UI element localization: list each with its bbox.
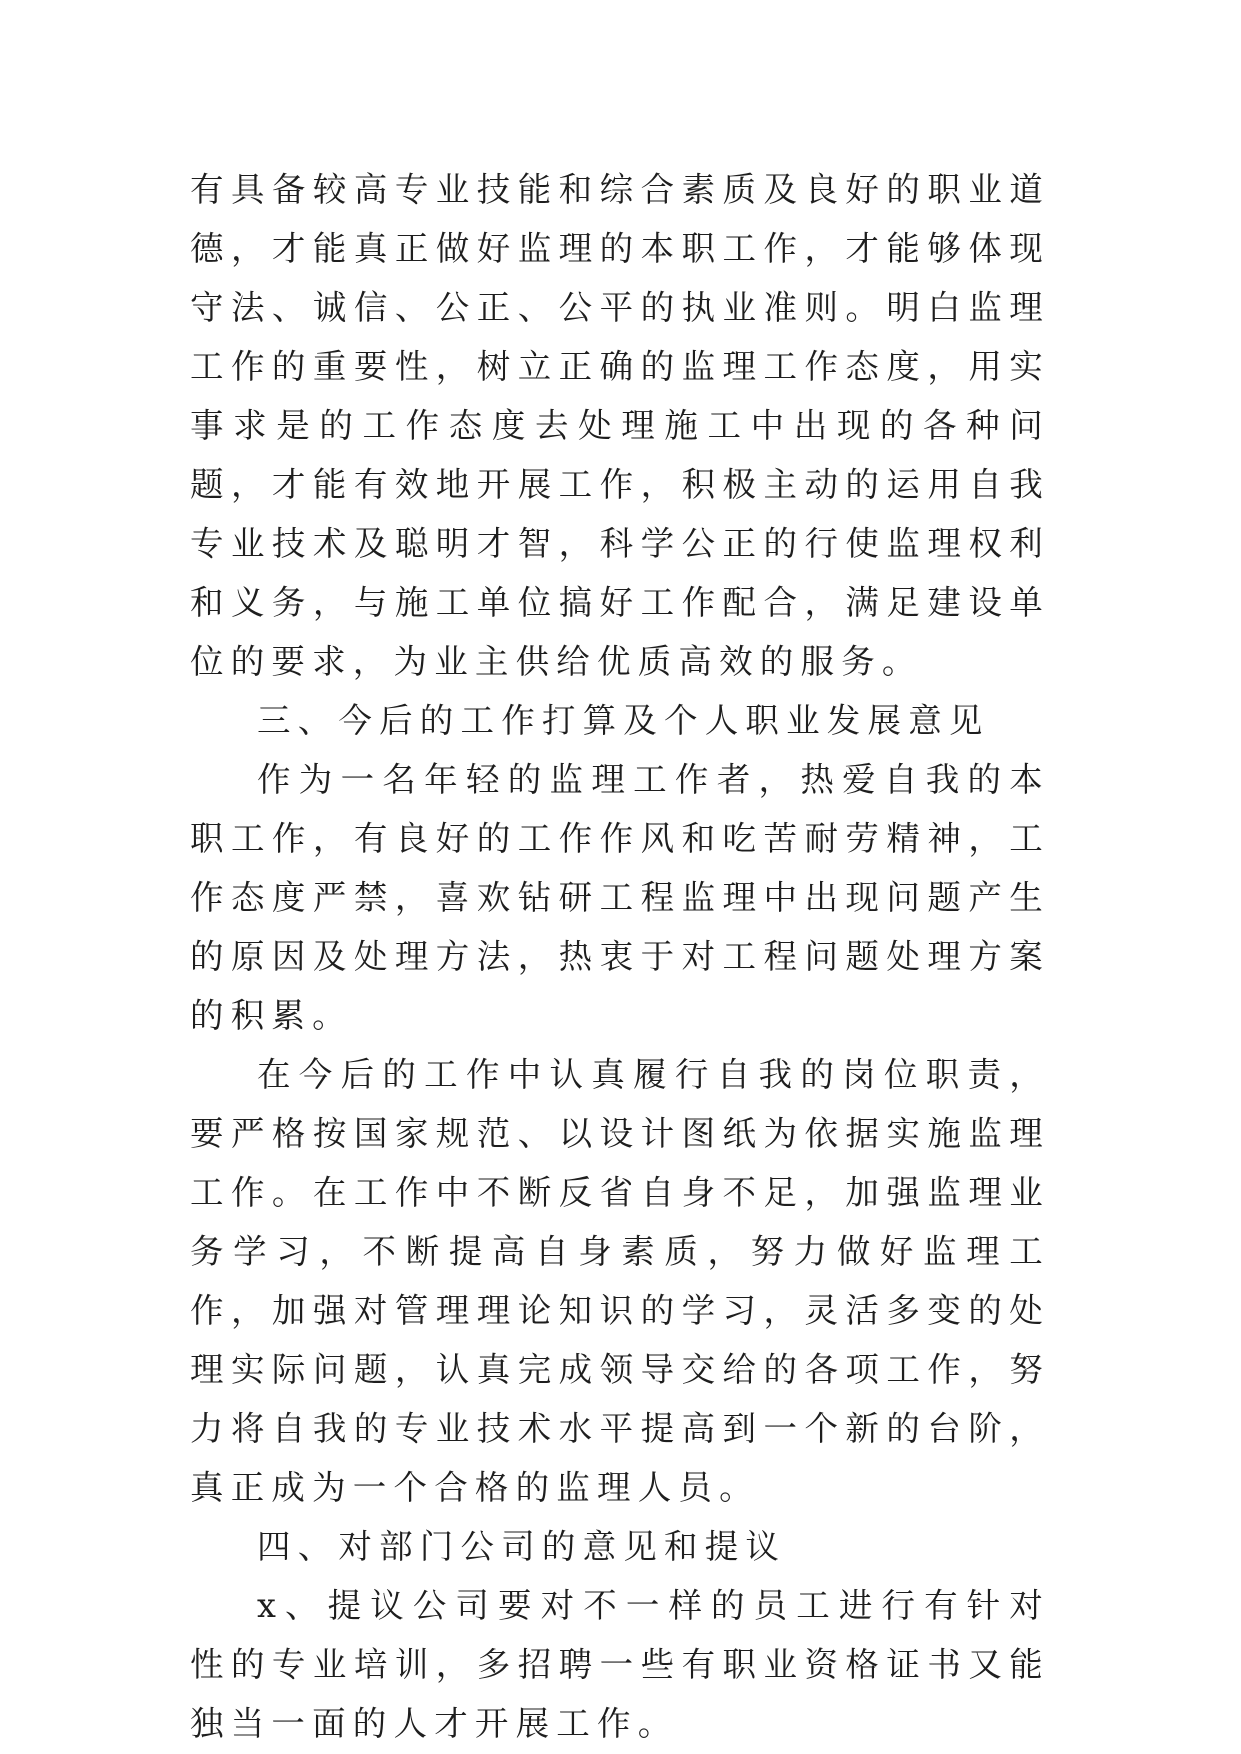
document-body xyxy=(190,160,1050,1753)
paragraph-future-plans: 在今后的工作中认真履行自我的岗位职责，要严格按国家规范、以设计图纸为依据实施监理工作。在工作中不断反省自身不足，加强监理业务学习，不断提高自身素质，努力做好监理工作，加强对管理理论知识的学习，灵活多变的处理实际问题，认真完成领导交给的各项工作，努力将自我的专业技术水平提高到一个新的台阶，真正成为一个合格的监理人员。 xyxy=(190,1055,1050,1507)
section-heading-three: 三、今后的工作打算及个人职业发展意见 xyxy=(257,701,990,740)
paragraph-continuation: 有具备较高专业技能和综合素质及良好的职业道德，才能真正做好监理的本职工作，才能够体现守法、诚信、公正、公平的执业准则。明白监理工作的重要性，树立正确的监理工作态度，用实事求是的工作态度去处理施工中出现的各种问题，才能有效地开展工作，积极主动的运用自我专业技术及聪明才智，科学公正的行使监理权利和义务，与施工单位搞好工作配合，满足建设单位的要求，为业主供给优质高效的服务。 xyxy=(190,170,1050,681)
paragraph-work-attitude: 作为一名年轻的监理工作者，热爱自我的本职工作，有良好的工作作风和吃苦耐劳精神，工作态度严禁，喜欢钻研工程监理中出现问题产生的原因及处理方法，热衷于对工程问题处理方案的积累。 xyxy=(190,760,1050,1035)
section-heading-four: 四、对部门公司的意见和提议 xyxy=(257,1527,787,1566)
paragraph-suggestion: x、提议公司要对不一样的员工进行有针对性的专业培训，多招聘一些有职业资格证书又能独当一面的人才开展工作。 xyxy=(190,1586,1050,1743)
